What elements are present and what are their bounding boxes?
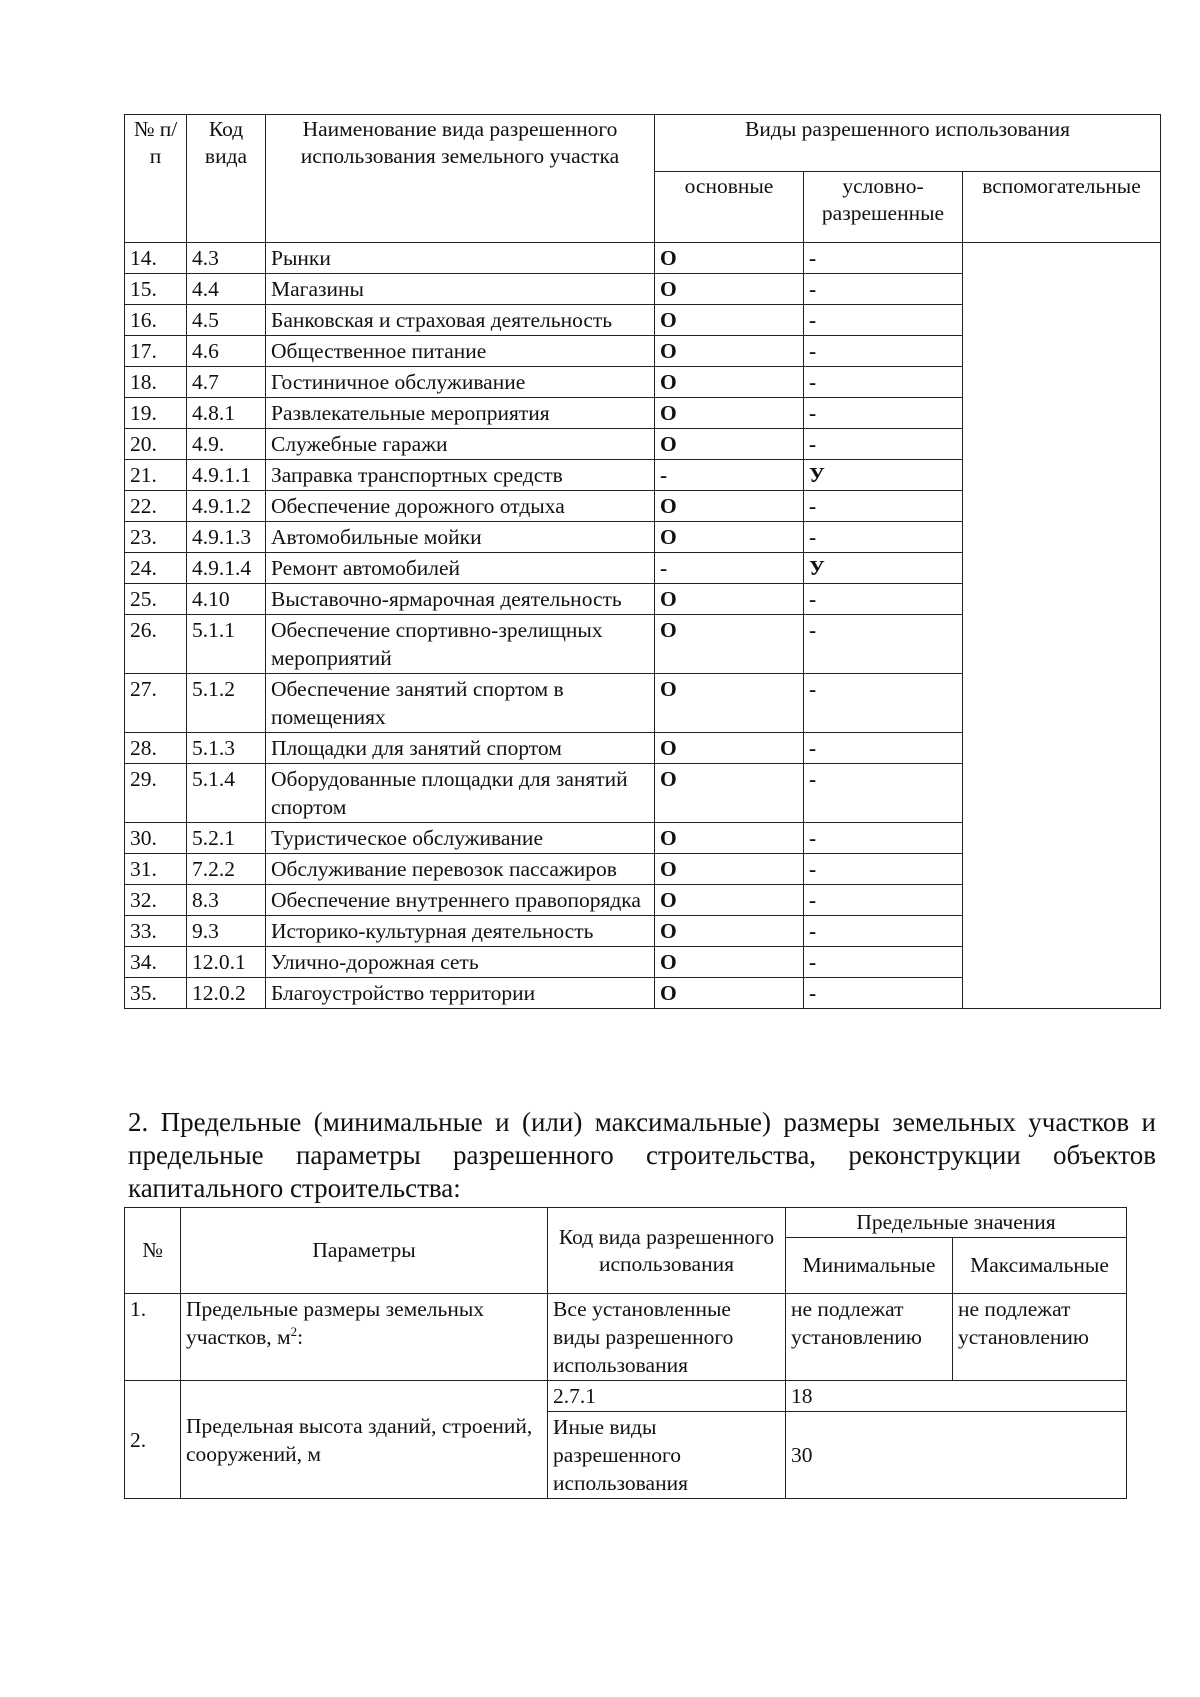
row-name: Заправка транспортных средств xyxy=(266,460,655,491)
row-name: Обеспечение дорожного отдыха xyxy=(266,491,655,522)
row-main: О xyxy=(655,674,804,733)
section-2-heading: 2. Предельные (минимальные и (или) максимальные) размеры земельных участков и предельные параметры разрешенного строительства, реконструкции объектов капитального строительства: xyxy=(128,1107,1156,1203)
header-code: Код вида разрешенного использования xyxy=(548,1208,786,1294)
row-code: Иные виды разрешенного использования xyxy=(548,1412,786,1499)
row-conditional: - xyxy=(804,491,963,522)
row-num: 17. xyxy=(125,336,187,367)
row-conditional: - xyxy=(804,522,963,553)
header-max: Максимальные xyxy=(953,1238,1127,1294)
row-code: 5.2.1 xyxy=(187,823,266,854)
auxiliary-column xyxy=(963,243,1161,1009)
row-main: О xyxy=(655,336,804,367)
row-code: 5.1.1 xyxy=(187,615,266,674)
row-code: 4.10 xyxy=(187,584,266,615)
row-main: О xyxy=(655,916,804,947)
row-main: О xyxy=(655,398,804,429)
row-max: не подлежат установлению xyxy=(953,1294,1127,1381)
header-params: Параметры xyxy=(181,1208,548,1294)
row-main: О xyxy=(655,947,804,978)
row-num: 24. xyxy=(125,553,187,584)
row-num: 27. xyxy=(125,674,187,733)
header-auxiliary: вспомогательные xyxy=(963,172,1161,243)
row-conditional: - xyxy=(804,854,963,885)
row-main: О xyxy=(655,522,804,553)
row-num: 25. xyxy=(125,584,187,615)
row-name: Благоустройство территории xyxy=(266,978,655,1009)
row-code: 4.7 xyxy=(187,367,266,398)
row-param xyxy=(181,1294,548,1381)
header-limits: Предельные значения xyxy=(786,1208,1127,1238)
row-name: Обеспечение спортивно-зрелищных мероприятий xyxy=(266,615,655,674)
row-main: О xyxy=(655,854,804,885)
row-num: 21. xyxy=(125,460,187,491)
row-conditional: - xyxy=(804,615,963,674)
param-suffix: : xyxy=(297,1325,304,1349)
permitted-use-table xyxy=(124,114,1161,1009)
row-conditional: - xyxy=(804,336,963,367)
header-name: Наименование вида разрешенного использования земельного участка xyxy=(266,115,655,243)
row-code: Все установленные виды разрешенного использования xyxy=(548,1294,786,1381)
header-code: Код вида xyxy=(187,115,266,243)
row-conditional: - xyxy=(804,584,963,615)
row-main: О xyxy=(655,733,804,764)
param-sup: 2 xyxy=(290,1323,298,1339)
row-name: Обслуживание перевозок пассажиров xyxy=(266,854,655,885)
row-code: 4.9.1.3 xyxy=(187,522,266,553)
row-num: 18. xyxy=(125,367,187,398)
row-name: Общественное питание xyxy=(266,336,655,367)
row-name: Площадки для занятий спортом xyxy=(266,733,655,764)
param-text: Предельные размеры земельных участков, м xyxy=(186,1297,485,1349)
row-num: 1. xyxy=(125,1294,181,1381)
row-conditional: - xyxy=(804,367,963,398)
row-conditional: - xyxy=(804,274,963,305)
row-main: О xyxy=(655,978,804,1009)
row-code: 2.7.1 xyxy=(548,1381,786,1412)
row-main: О xyxy=(655,584,804,615)
row-num: 16. xyxy=(125,305,187,336)
row-num: 29. xyxy=(125,764,187,823)
row-code: 4.9.1.2 xyxy=(187,491,266,522)
row-conditional: - xyxy=(804,674,963,733)
row-code: 5.1.2 xyxy=(187,674,266,733)
row-name: Туристическое обслуживание xyxy=(266,823,655,854)
row-code: 4.5 xyxy=(187,305,266,336)
table-row xyxy=(125,243,1161,274)
row-code: 4.3 xyxy=(187,243,266,274)
row-main: О xyxy=(655,885,804,916)
row-main: - xyxy=(655,460,804,491)
row-main: О xyxy=(655,274,804,305)
row-num: 22. xyxy=(125,491,187,522)
row-num: 15. xyxy=(125,274,187,305)
row-name: Автомобильные мойки xyxy=(266,522,655,553)
row-num: 14. xyxy=(125,243,187,274)
header-num: № xyxy=(125,1208,181,1294)
row-conditional: - xyxy=(804,916,963,947)
row-num: 26. xyxy=(125,615,187,674)
row-conditional: - xyxy=(804,398,963,429)
row-conditional: У xyxy=(804,460,963,491)
row-name: Улично-дорожная сеть xyxy=(266,947,655,978)
row-num: 31. xyxy=(125,854,187,885)
row-name: Служебные гаражи xyxy=(266,429,655,460)
row-main: О xyxy=(655,764,804,823)
row-conditional: - xyxy=(804,823,963,854)
row-code: 4.9.1.4 xyxy=(187,553,266,584)
row-code: 4.6 xyxy=(187,336,266,367)
row-conditional: - xyxy=(804,429,963,460)
row-code: 4.4 xyxy=(187,274,266,305)
row-num: 2. xyxy=(125,1381,181,1499)
row-code: 4.9.1.1 xyxy=(187,460,266,491)
row-conditional: - xyxy=(804,978,963,1009)
row-num: 35. xyxy=(125,978,187,1009)
row-main: О xyxy=(655,305,804,336)
header-num: № п/п xyxy=(125,115,187,243)
row-main: О xyxy=(655,823,804,854)
row-name: Оборудованные площадки для занятий спортом xyxy=(266,764,655,823)
row-value: 18 xyxy=(786,1381,1127,1412)
header-conditional: условно-разрешенные xyxy=(804,172,963,243)
row-num: 28. xyxy=(125,733,187,764)
header-main: основные xyxy=(655,172,804,243)
row-min: не подлежат установлению xyxy=(786,1294,953,1381)
limits-table xyxy=(124,1207,1127,1499)
row-num: 20. xyxy=(125,429,187,460)
row-main: О xyxy=(655,429,804,460)
row-num: 34. xyxy=(125,947,187,978)
row-code: 5.1.3 xyxy=(187,733,266,764)
row-num: 32. xyxy=(125,885,187,916)
row-main: О xyxy=(655,491,804,522)
row-main: - xyxy=(655,553,804,584)
row-code: 12.0.1 xyxy=(187,947,266,978)
row-code: 8.3 xyxy=(187,885,266,916)
row-conditional: - xyxy=(804,243,963,274)
row-num: 23. xyxy=(125,522,187,553)
row-code: 9.3 xyxy=(187,916,266,947)
row-name: Развлекательные мероприятия xyxy=(266,398,655,429)
row-num: 33. xyxy=(125,916,187,947)
row-code: 7.2.2 xyxy=(187,854,266,885)
header-min: Минимальные xyxy=(786,1238,953,1294)
row-param: Предельная высота зданий, строений, сооружений, м xyxy=(181,1381,548,1499)
row-code: 12.0.2 xyxy=(187,978,266,1009)
table-row xyxy=(125,1381,1127,1412)
row-value: 30 xyxy=(786,1412,1127,1499)
row-conditional: - xyxy=(804,733,963,764)
row-conditional: - xyxy=(804,885,963,916)
row-code: 5.1.4 xyxy=(187,764,266,823)
row-code: 4.9. xyxy=(187,429,266,460)
row-conditional: - xyxy=(804,305,963,336)
row-name: Гостиничное обслуживание xyxy=(266,367,655,398)
row-name: Рынки xyxy=(266,243,655,274)
row-main: О xyxy=(655,615,804,674)
row-name: Банковская и страховая деятельность xyxy=(266,305,655,336)
row-name: Магазины xyxy=(266,274,655,305)
row-conditional: - xyxy=(804,764,963,823)
row-name: Обеспечение занятий спортом в помещениях xyxy=(266,674,655,733)
row-main: О xyxy=(655,243,804,274)
table-row xyxy=(125,1294,1127,1381)
row-num: 19. xyxy=(125,398,187,429)
row-name: Ремонт автомобилей xyxy=(266,553,655,584)
row-name: Выставочно-ярмарочная деятельность xyxy=(266,584,655,615)
header-use-types: Виды разрешенного использования xyxy=(655,115,1161,172)
row-main: О xyxy=(655,367,804,398)
row-code: 4.8.1 xyxy=(187,398,266,429)
row-name: Историко-культурная деятельность xyxy=(266,916,655,947)
row-num: 30. xyxy=(125,823,187,854)
row-conditional: У xyxy=(804,553,963,584)
row-name: Обеспечение внутреннего правопорядка xyxy=(266,885,655,916)
row-conditional: - xyxy=(804,947,963,978)
